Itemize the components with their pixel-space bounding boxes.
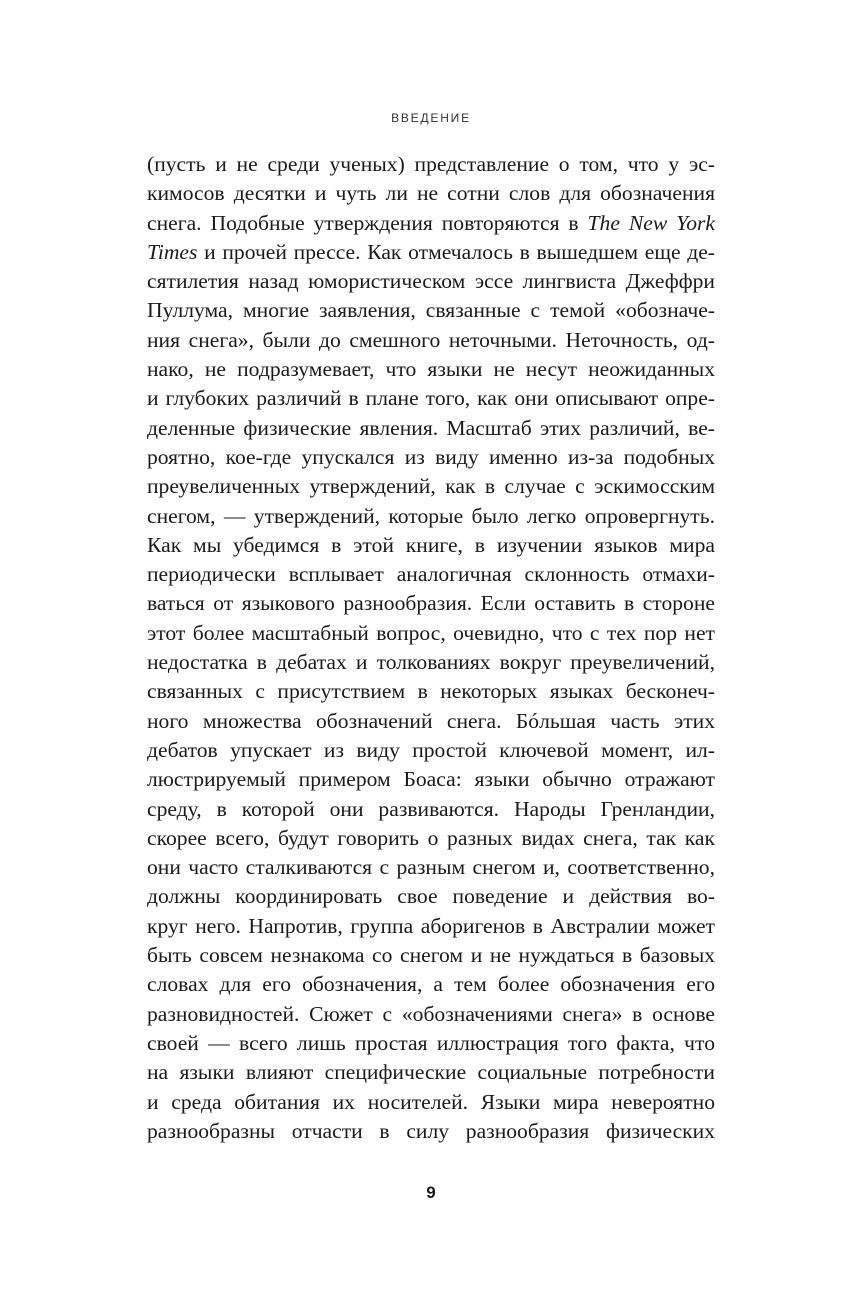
running-head: ВВЕДЕНИЕ [391,111,471,125]
text-segment: своей — всего лишь простая иллюстрация того факта, что [147,1030,715,1055]
italic-title: Times [147,239,198,264]
text-line [147,443,715,472]
text-line [147,560,715,589]
text-line [147,150,715,179]
italic-title: The New York [587,210,715,235]
text-segment: скорее всего, будут говорить о разных видах снега, так как [147,825,715,850]
text-segment: Как мы убедимся в этой книге, в изучении языков мира [147,532,715,557]
text-segment: и среда обитания их носителей. Языки мира невероятно [147,1089,715,1114]
text-line [147,1029,715,1058]
text-segment: нако, не подразумевает, что языки не несут неожиданных [147,357,715,382]
text-segment: люстрируемый примером Боаса: языки обычно отражают [147,767,715,792]
text-segment: ния снега», были до смешного неточными. Неточность, од- [147,327,715,352]
body-text [147,150,715,1146]
text-line [147,853,715,882]
text-line [147,736,715,765]
text-segment: среду, в которой они развиваются. Народы Гренландии, [147,796,715,821]
text-segment: этот более масштабный вопрос, очевидно, что с тех пор нет [147,620,715,645]
text-segment: ного множества обозначений снега. Бóльшая часть этих [147,708,715,733]
text-line [147,414,715,443]
text-line [147,589,715,618]
text-line [147,384,715,413]
text-line [147,238,715,267]
text-segment: сятилетия назад юмористическом эссе лингвиста Джеффри [147,269,715,294]
text-segment: на языки влияют специфические социальные потребности [147,1060,715,1085]
text-segment: периодически всплывает аналогичная склонность отмахи- [147,562,715,587]
text-segment: и прочей прессе. Как отмечалось в вышедшем еще де- [197,239,715,264]
text-line [147,765,715,794]
text-line [147,179,715,208]
text-segment: разнообразны отчасти в силу разнообразия физических [147,1118,715,1143]
text-line [147,296,715,325]
text-line [147,355,715,384]
text-segment: должны координировать свое поведение и действия во- [147,884,715,909]
text-segment: круг него. Напротив, группа аборигенов в Австралии может [147,913,715,938]
text-line [147,1058,715,1087]
text-line [147,912,715,941]
text-segment: (пусть и не среди ученых) представление о том, что у эс- [147,152,715,176]
text-line [147,824,715,853]
text-line [147,472,715,501]
text-line [147,267,715,296]
text-segment: снега. Подобные утверждения повторяются в [147,210,588,235]
text-line [147,209,715,238]
text-segment: снегом, — утверждений, которые было легко опровергнуть. [147,503,715,528]
text-segment: недостатка в дебатах и толкованиях вокруг преувеличений, [147,650,715,675]
text-line [147,531,715,560]
text-segment: роятно, кое-где упускался из виду именно из-за подобных [147,444,715,469]
text-segment: ваться от языкового разнообразия. Если оставить в стороне [147,591,715,616]
text-line [147,619,715,648]
text-line [147,1117,715,1146]
text-segment: разновидностей. Сюжет с «обозначениями снега» в основе [147,1001,715,1026]
text-segment: словах для его обозначения, а тем более обозначения его [147,972,715,997]
text-segment: Пуллума, многие заявления, связанные с темой «обозначе- [147,298,715,323]
text-segment: связанных с присутствием в некоторых языках бесконеч- [147,679,715,704]
text-segment: кимосов десятки и чуть ли не сотни слов для обозначения [147,181,715,206]
text-line [147,882,715,911]
text-line [147,1000,715,1029]
text-line [147,941,715,970]
text-line [147,795,715,824]
text-line [147,707,715,736]
text-line [147,326,715,355]
text-line [147,970,715,999]
text-segment: и глубоких различий в плане того, как они описывают опре- [147,386,715,411]
text-line [147,677,715,706]
text-segment: быть совсем незнакома со снегом и не нуждаться в базовых [147,943,715,968]
page-number: 9 [426,1183,436,1202]
text-segment: дебатов упускает из виду простой ключевой момент, ил- [147,737,715,762]
text-segment: деленные физические явления. Масштаб этих различий, ве- [147,415,715,440]
text-segment: преувеличенных утверждений, как в случае с эскимосским [147,474,715,499]
text-line [147,502,715,531]
text-line [147,1088,715,1117]
text-segment: они часто сталкиваются с разным снегом и, соответственно, [147,855,715,880]
text-line [147,648,715,677]
